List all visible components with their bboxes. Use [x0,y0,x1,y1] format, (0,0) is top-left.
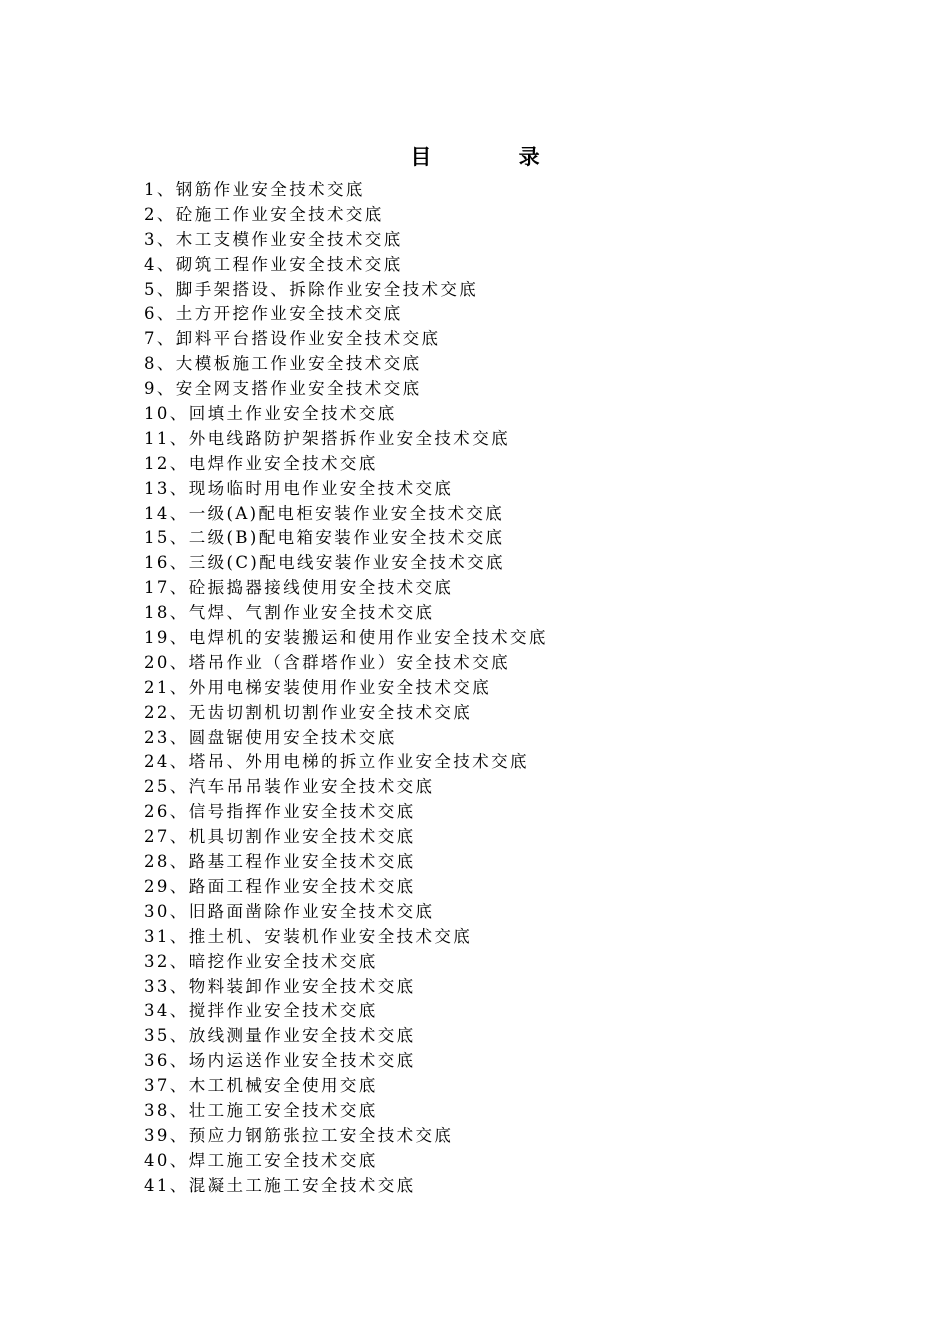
toc-entry: 15、二级(B)配电箱安装作业安全技术交底 [144,528,505,548]
toc-entry: 1、钢筋作业安全技术交底 [144,180,365,199]
toc-entry: 34、搅拌作业安全技术交底 [144,1001,378,1021]
toc-entry: 30、旧路面凿除作业安全技术交底 [144,901,435,921]
toc-entry: 22、无齿切割机切割作业安全技术交底 [144,702,473,722]
table-of-contents [144,178,844,1199]
toc-entry: 5、脚手架搭设、拆除作业安全技术交底 [144,279,479,299]
toc-entry: 21、外用电梯安装使用作业安全技术交底 [144,677,492,697]
toc-entry: 11、外电线路防护架搭拆作业安全技术交底 [144,428,510,448]
page-title: 目 录 [410,144,580,169]
toc-entry: 28、路基工程作业安全技术交底 [144,852,416,872]
toc-entry: 37、木工机械安全使用交底 [144,1076,378,1096]
toc-entry: 17、砼振捣器接线使用安全技术交底 [144,578,454,598]
toc-entry: 24、塔吊、外用电梯的拆立作业安全技术交底 [144,752,529,772]
toc-entry: 36、场内运送作业安全技术交底 [144,1051,416,1071]
toc-entry: 32、暗挖作业安全技术交底 [144,951,378,971]
toc-entry: 12、电焊作业安全技术交底 [144,453,378,473]
toc-entry: 23、圆盘锯使用安全技术交底 [144,727,397,747]
toc-entry: 8、大模板施工作业安全技术交底 [144,354,422,374]
toc-entry: 29、路面工程作业安全技术交底 [144,876,416,896]
toc-entry: 9、安全网支搭作业安全技术交底 [144,379,422,399]
toc-entry: 33、物料装卸作业安全技术交底 [144,976,416,996]
toc-entry: 39、预应力钢筋张拉工安全技术交底 [144,1125,454,1145]
toc-entry: 6、土方开挖作业安全技术交底 [144,304,403,324]
toc-entry: 25、汽车吊吊装作业安全技术交底 [144,777,435,797]
toc-entry: 20、塔吊作业（含群塔作业）安全技术交底 [144,652,510,672]
toc-entry: 19、电焊机的安装搬运和使用作业安全技术交底 [144,628,548,648]
toc-entry: 35、放线测量作业安全技术交底 [144,1026,416,1046]
toc-entry: 10、回填土作业安全技术交底 [144,404,397,424]
toc-entry: 18、气焊、气割作业安全技术交底 [144,603,435,623]
toc-entry: 27、机具切割作业安全技术交底 [144,827,416,847]
toc-entry: 41、混凝土工施工安全技术交底 [144,1175,416,1195]
toc-entry: 4、砌筑工程作业安全技术交底 [144,254,403,274]
toc-entry: 26、信号指挥作业安全技术交底 [144,802,416,822]
toc-entry: 16、三级(C)配电线安装作业安全技术交底 [144,553,505,573]
toc-entry: 2、砼施工作业安全技术交底 [144,204,384,224]
toc-entry: 7、卸料平台搭设作业安全技术交底 [144,329,441,349]
toc-entry: 13、现场临时用电作业安全技术交底 [144,478,454,498]
toc-entry: 3、木工支模作业安全技术交底 [144,229,403,249]
toc-entry: 14、一级(A)配电柜安装作业安全技术交底 [144,503,505,523]
toc-entry: 38、壮工施工安全技术交底 [144,1100,378,1120]
toc-entry: 40、焊工施工安全技术交底 [144,1150,378,1170]
toc-entry: 31、推土机、安装机作业安全技术交底 [144,926,473,946]
